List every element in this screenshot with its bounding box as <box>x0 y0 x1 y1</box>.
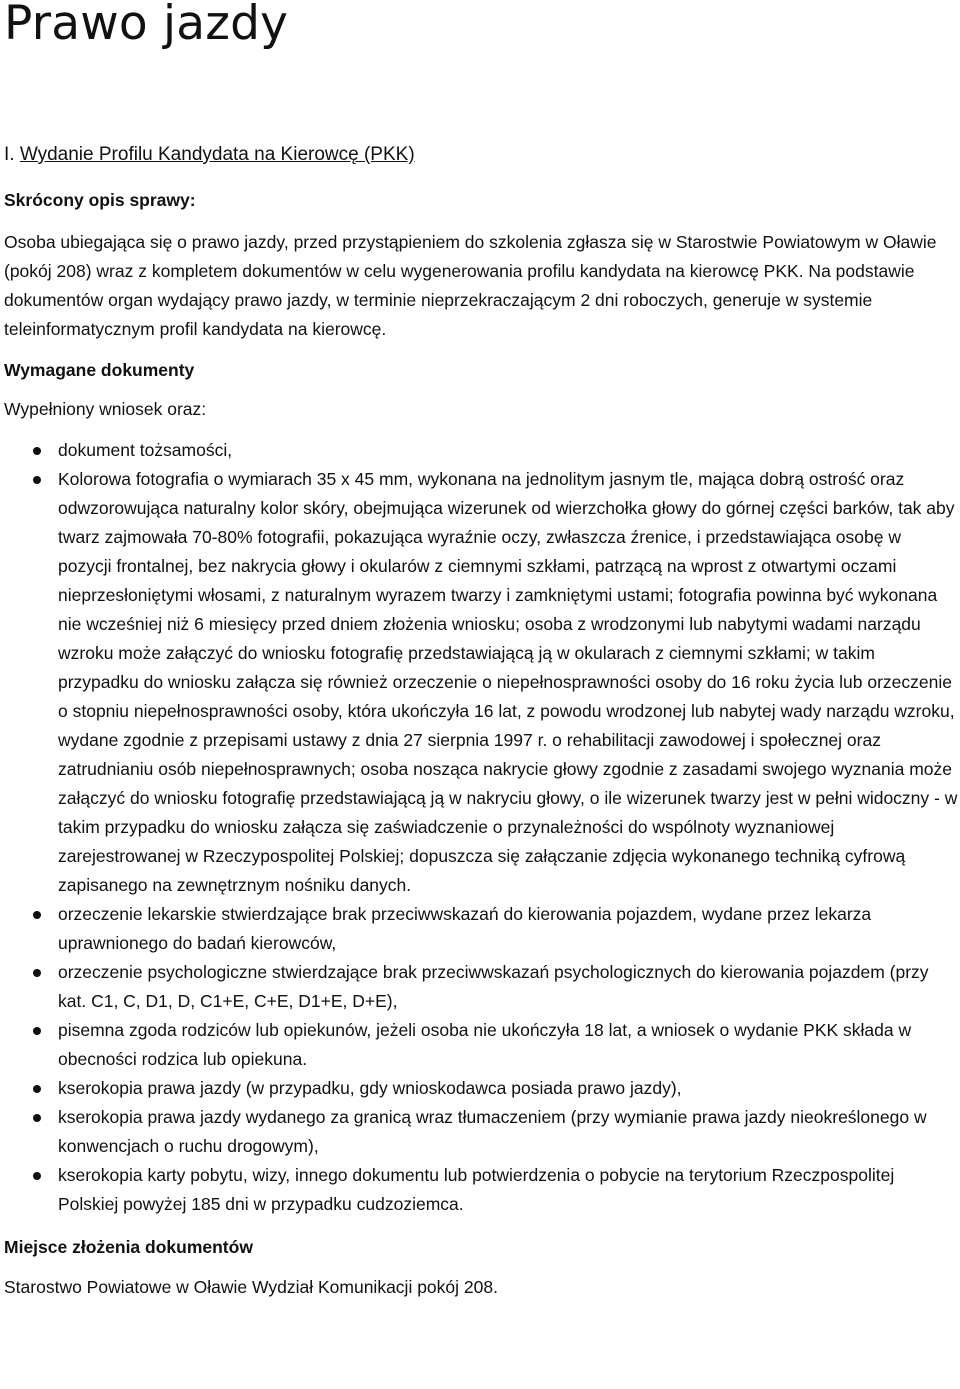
summary-heading: Skrócony opis sprawy: <box>4 190 196 210</box>
list-item-text: kserokopia karty pobytu, wizy, innego dokumentu lub potwierdzenia o pobycie na terytorium Rzeczpospolitej Polskiej powyżej 185 dni w przypadku cudzoziemca. <box>58 1165 895 1214</box>
page-title: Prawo jazdy <box>4 0 289 51</box>
section-link[interactable]: Wydanie Profilu Kandydata na Kierowcę (PKK) <box>19 144 415 165</box>
bullet-icon <box>33 1027 41 1035</box>
bullet-icon <box>33 1172 41 1180</box>
list-item-text: pisemna zgoda rodziców lub opiekunów, jeżeli osoba nie ukończyła 18 lat, a wniosek o wydanie PKK składa w obecności rodzica lub opiekuna. <box>58 1020 912 1069</box>
list-item-text: dokument tożsamości, <box>58 440 233 460</box>
documents-heading: Wymagane dokumenty <box>4 360 195 380</box>
section-number: I. <box>4 144 15 165</box>
bullet-icon <box>33 969 41 977</box>
bullet-icon <box>33 1114 41 1122</box>
list-item <box>4 1161 960 1219</box>
documents-intro: Wypełniony wniosek oraz: <box>4 399 207 419</box>
list-item-text: Kolorowa fotografia o wymiarach 35 x 45 mm, wykonana na jednolitym jasnym tle, mająca dobrą ostrość oraz odwzorowująca naturalny kolor skóry, obejmująca wizerunek od wierzchołka głowy do górnej części barków, tak aby twarz zajmowała 70-80% fotografii, pokazująca wyraźnie oczy, zwłaszcza źrenice, i przedstawiająca osobę w pozycji frontalnej, bez nakrycia głowy i okularów z ciemnymi szkłami, patrzącą na wprost z otwartymi oczami nieprzesłoniętymi włosami, z naturalnym wyrazem twarzy i zamkniętymi ustami; fotografia powinna być wykonana nie wcześniej niż 6 miesięcy przed dniem złożenia wniosku; osoba z wrodzonymi lub nabytymi wadami narządu wzroku może załączyć do wniosku fotografię przedstawiającą ją w okularach z ciemnymi szkłami; w takim przypadku do wniosku załącza się również orzeczenie o niepełnosprawności osoby do 16 roku życia lub orzeczenie o stopniu niepełnosprawności osoby, która ukończyła 16 lat, z powodu wrodzonej lub nabytej wady narządu wzroku, wydane zgodnie z przepisami ustawy z dnia 27 sierpnia 1997 r. o rehabilitacji zawodowej i społecznej oraz zatrudnianiu osób niepełnosprawnych; osoba nosząca nakrycie głowy zgodnie z zasadami swojego wyznania może załączyć do wniosku fotografię przedstawiającą ją w nakryciu głowy, o ile wizerunek twarzy jest w pełni widoczny - w takim przypadku do wniosku załącza się zaświadczenie o przynależności do wspólnoty wyznaniowej zarejestrowanej w Rzeczypospolitej Polskiej; dopuszcza się załączanie zdjęcia wykonanego techniką cyfrową zapisanego na zewnętrznym nośniku danych. <box>58 469 958 895</box>
list-item <box>4 958 960 1016</box>
list-item <box>4 1016 960 1074</box>
documents-list <box>4 436 960 1219</box>
bullet-icon <box>33 1085 41 1093</box>
list-item <box>4 900 960 958</box>
place-heading: Miejsce złożenia dokumentów <box>4 1237 253 1257</box>
place-text: Starostwo Powiatowe w Oławie Wydział Komunikacji pokój 208. <box>4 1277 498 1297</box>
list-item-text: kserokopia prawa jazdy (w przypadku, gdy wnioskodawca posiada prawo jazdy), <box>58 1078 682 1098</box>
bullet-icon <box>33 476 41 484</box>
section-heading <box>4 143 960 167</box>
list-item <box>4 436 960 465</box>
list-item <box>4 465 960 900</box>
bullet-icon <box>33 911 41 919</box>
bullet-icon <box>33 447 41 455</box>
list-item <box>4 1103 960 1161</box>
summary-paragraph: Osoba ubiegająca się o prawo jazdy, przed przystąpieniem do szkolenia zgłasza się w Starostwie Powiatowym w Oławie (pokój 208) wraz z kompletem dokumentów w celu wygenerowania profilu kandydata na kierowcę PKK. Na podstawie dokumentów organ wydający prawo jazdy, w terminie nieprzekraczającym 2 dni roboczych, generuje w systemie teleinformatycznym profil kandydata na kierowcę. <box>4 232 937 339</box>
list-item-text: orzeczenie psychologiczne stwierdzające brak przeciwwskazań psychologicznych do kierowania pojazdem (przy kat. C1, C, D1, D, C1+E, C+E, D1+E, D+E), <box>58 962 929 1011</box>
list-item <box>4 1074 960 1103</box>
list-item-text: kserokopia prawa jazdy wydanego za granicą wraz tłumaczeniem (przy wymianie prawa jazdy nieokreślonego w konwencjach o ruchu drogowym), <box>58 1107 927 1156</box>
list-item-text: orzeczenie lekarskie stwierdzające brak przeciwwskazań do kierowania pojazdem, wydane przez lekarza uprawnionego do badań kierowców, <box>58 904 872 953</box>
